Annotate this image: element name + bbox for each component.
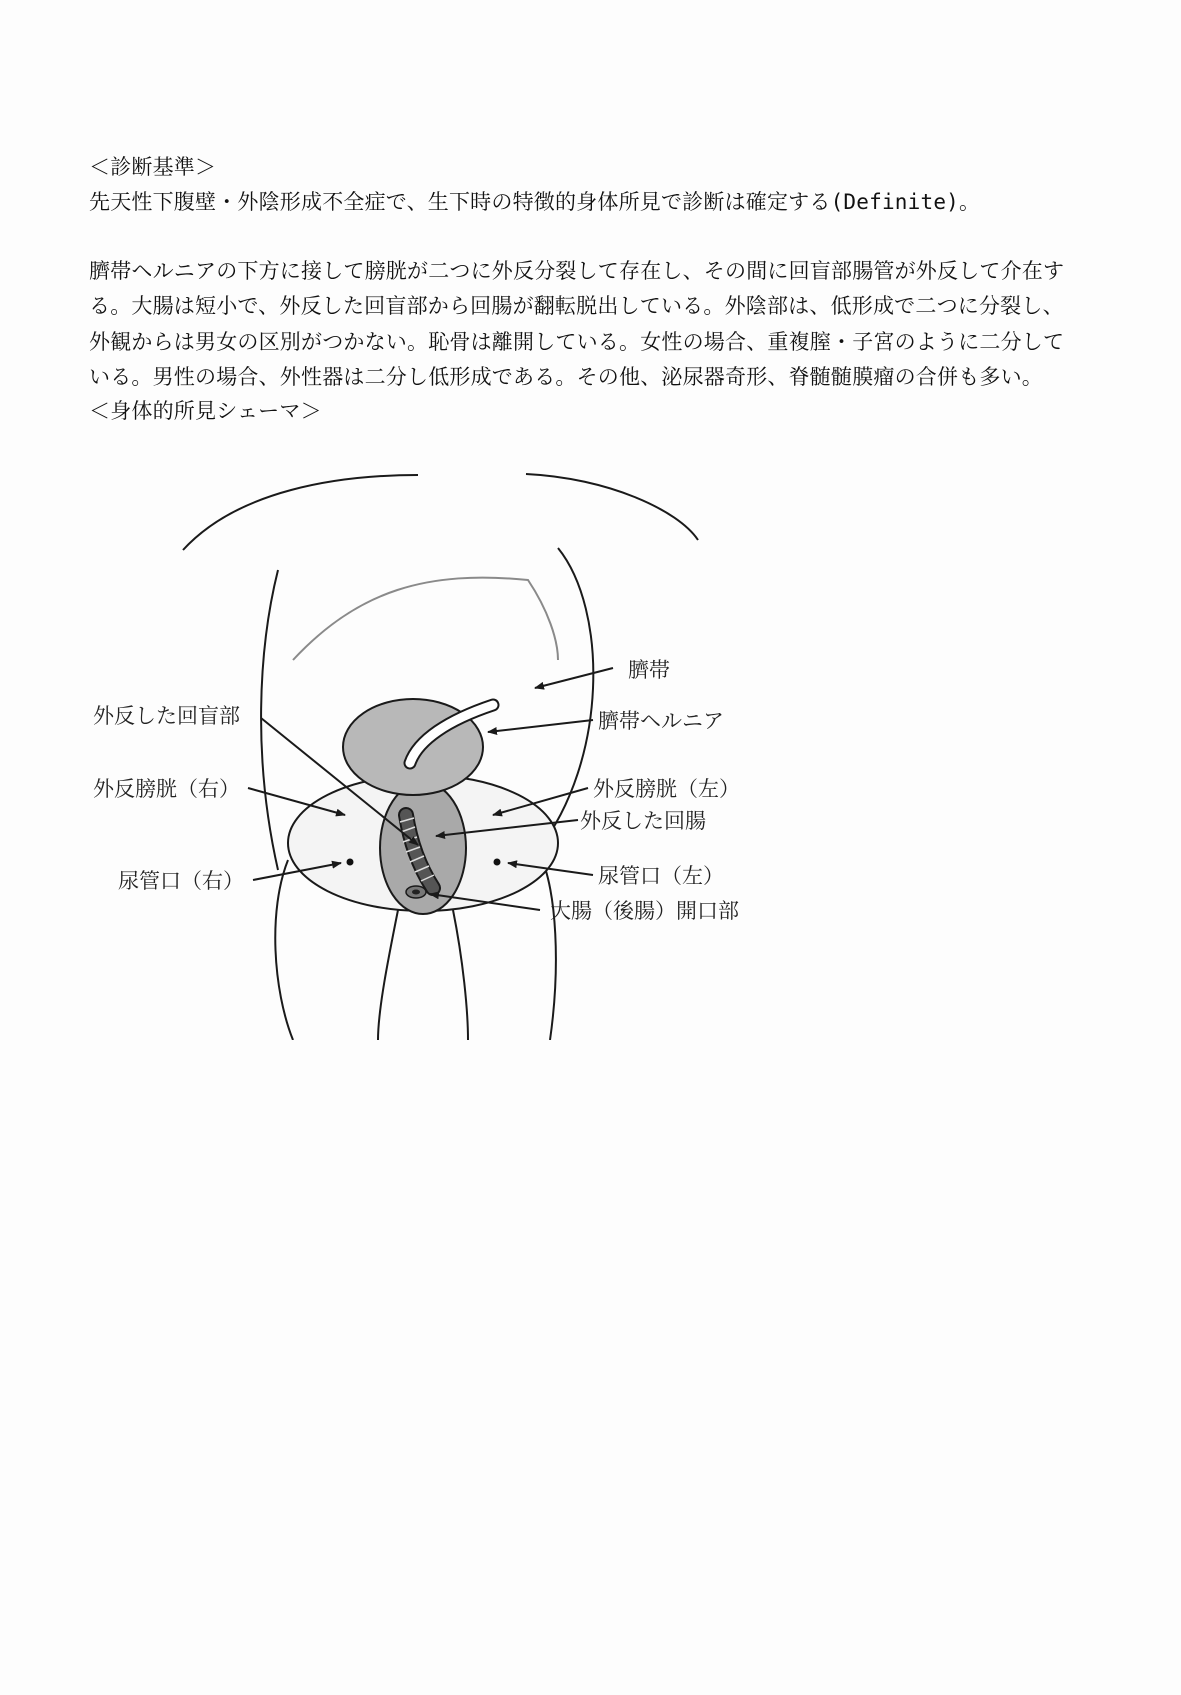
label-everted-ileocecal: 外反した回盲部	[93, 704, 240, 728]
heading-physical-findings-schema: ＜身体的所見シェーマ＞	[89, 399, 322, 423]
chest-line	[293, 578, 558, 660]
left-shoulder-curve	[183, 475, 418, 550]
label-umbilical-cord: 臍帯	[628, 658, 670, 682]
right-arm-inner	[538, 548, 593, 850]
label-ureter-right: 尿管口（右）	[118, 869, 244, 893]
label-everted-ileum: 外反した回腸	[580, 809, 706, 833]
description-line-3: 外観からは男女の区別がつかない。恥骨は離開している。女性の場合、重複膣・子宮のように二分して	[89, 330, 1065, 354]
right-shoulder-curve	[526, 474, 698, 540]
label-colon-opening: 大腸（後腸）開口部	[550, 899, 739, 923]
ureter-orifice-right-dot	[347, 859, 354, 866]
description-line-4: いる。男性の場合、外性器は二分し低形成である。その他、泌尿器奇形、脊髄髄膜瘤の合併も多い。	[89, 365, 1043, 389]
left-leg-inner	[378, 910, 398, 1040]
description-line-2: る。大腸は短小で、外反した回盲部から回腸が翻転脱出している。外陰部は、低形成で二つに分裂し、	[89, 294, 1064, 318]
label-omphalocele: 臍帯ヘルニア	[598, 709, 724, 733]
right-leg-outer	[538, 850, 556, 1040]
physical-findings-diagram	[88, 470, 768, 1040]
heading-diagnostic-criteria: ＜診断基準＞	[89, 155, 217, 179]
label-bladder-right: 外反膀胱（右）	[93, 777, 240, 801]
arrow-umbilical-cord	[535, 668, 613, 688]
ureter-orifice-left-dot	[494, 859, 501, 866]
left-leg-outer	[275, 860, 293, 1040]
arrow-omphalocele	[488, 720, 593, 732]
label-ureter-left: 尿管口（左）	[598, 864, 724, 888]
label-bladder-left: 外反膀胱（左）	[593, 777, 740, 801]
criteria-text: 先天性下腹壁・外陰形成不全症で、生下時の特徴的身体所見で診断は確定する(Definite)。	[89, 190, 981, 214]
description-line-1: 臍帯ヘルニアの下方に接して膀胱が二つに外反分裂して存在し、その間に回盲部腸管が外反して介在す	[89, 259, 1065, 283]
right-leg-inner	[453, 910, 468, 1040]
colon-opening	[406, 886, 426, 898]
